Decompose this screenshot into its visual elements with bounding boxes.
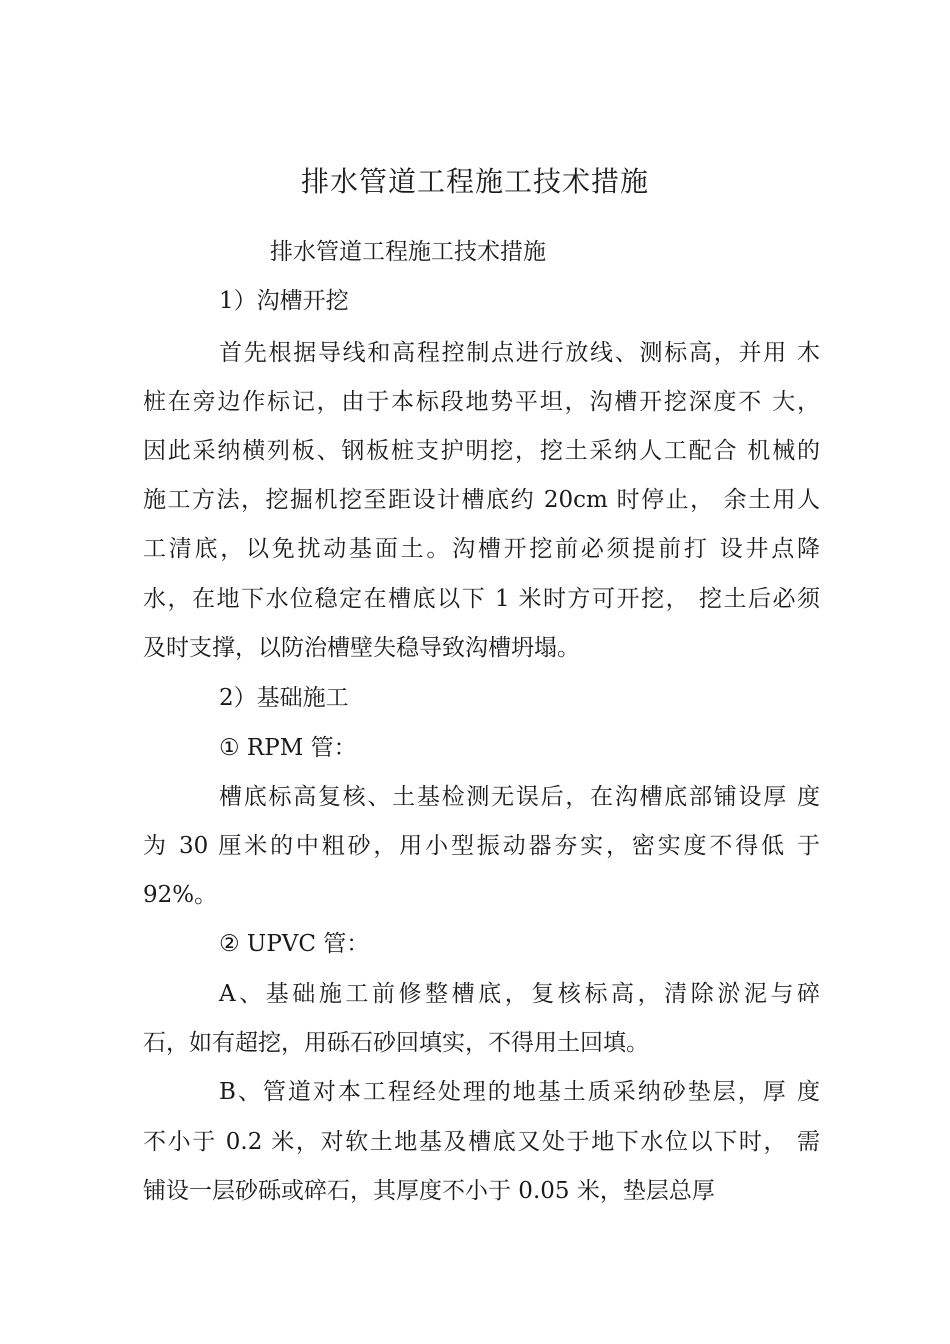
paragraph-line: 铺设一层砂砾或碎石，其厚度不小于 0.05 米，垫层总厚 xyxy=(143,1178,715,1204)
paragraph-line: 为 30 厘米的中粗砂，用小型振动器夯实，密实度不得低 于 xyxy=(143,833,820,859)
subheading-rpm-pipe: ① RPM 管： xyxy=(219,735,357,761)
document-title: 排水管道工程施工技术措施 xyxy=(300,165,649,198)
paragraph-line: 92%。 xyxy=(143,882,218,908)
paragraph-line: 工清底，以免扰动基面土。沟槽开挖前必须提前打 设井点降 xyxy=(143,536,820,562)
paragraph-line: B、管道对本工程经处理的地基土质采纳砂垫层，厚 度 xyxy=(219,1079,820,1105)
paragraph-line: 因此采纳横列板、钢板桩支护明挖，挖土采纳人工配合 机械的 xyxy=(143,438,820,464)
paragraph-line: 及时支撑，以防治槽壁失稳导致沟槽坍塌。 xyxy=(143,635,580,661)
section-heading-foundation: 2）基础施工 xyxy=(219,685,349,711)
paragraph-line: 石，如有超挖，用砾石砂回填实，不得用土回填。 xyxy=(143,1030,649,1056)
paragraph-line: A、基础施工前修整槽底，复核标高，清除淤泥与碎 xyxy=(219,981,820,1007)
document-subtitle: 排水管道工程施工技术措施 xyxy=(270,239,546,265)
paragraph-line: 不小于 0.2 米，对软土地基及槽底又处于地下水位以下时， 需 xyxy=(143,1129,820,1155)
paragraph-line: 桩在旁边作标记，由于本标段地势平坦，沟槽开挖深度不 大， xyxy=(143,389,820,415)
subheading-upvc-pipe: ② UPVC 管： xyxy=(219,931,370,957)
paragraph-line: 槽底标高复核、土基检测无误后，在沟槽底部铺设厚 度 xyxy=(219,784,820,810)
paragraph-line: 首先根据导线和高程控制点进行放线、测标高，并用 木 xyxy=(219,340,820,366)
section-heading-trench-excavation: 1）沟槽开挖 xyxy=(219,288,349,314)
paragraph-line: 水，在地下水位稳定在槽底以下 1 米时方可开挖， 挖土后必须 xyxy=(143,586,820,612)
paragraph-line: 施工方法，挖掘机挖至距设计槽底约 20cm 时停止， 余土用人 xyxy=(143,487,821,513)
